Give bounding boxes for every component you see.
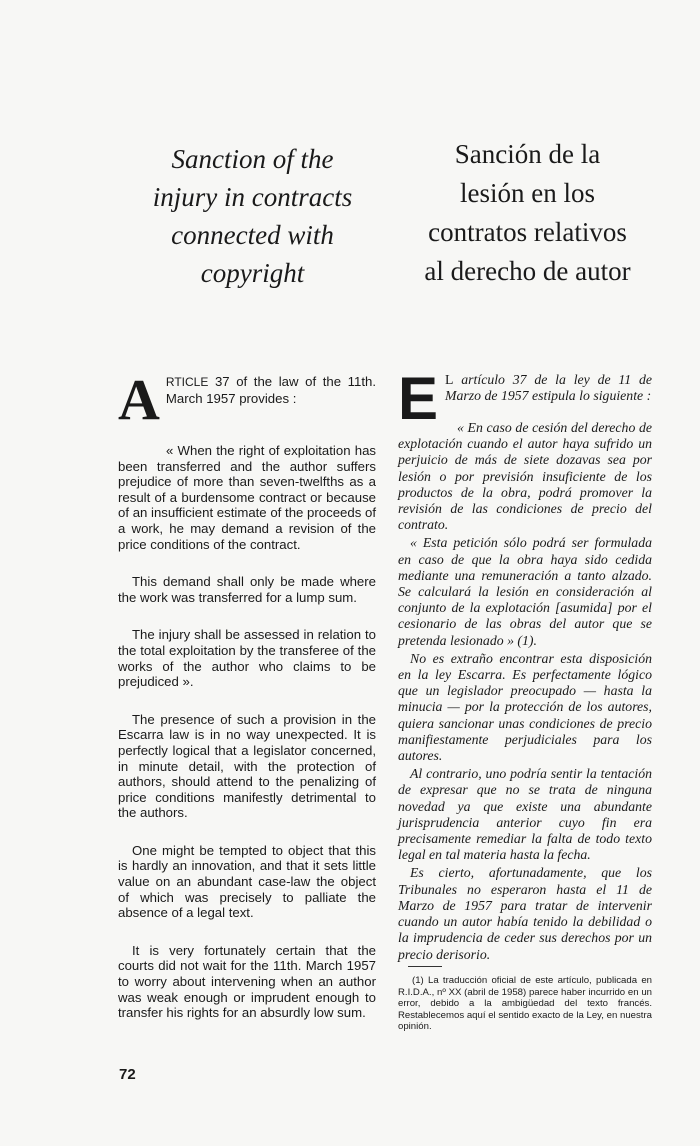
spanish-lead-text: artículo 37 de la ley de 11 de Marzo de 1957 estipula lo siguiente :: [445, 372, 652, 404]
spanish-paragraph: Al contrario, uno podría sentir la tentación de expresar que no se trata de ninguna novedad ya que existe una abundante jurisprudencia anterior cuyo fin era precisamente remediar la falta de todo texto legal en tal materia hasta la fecha.: [398, 766, 652, 863]
english-paragraph: « When the right of exploitation has been transferred and the author suffers prejudice of more than seven-twelfths as a result of a burdensome contract or because of an insufficient estimate of the proceeds of a work, he may demand a revision of the price conditions of the contract.: [118, 443, 376, 552]
spanish-paragraph: No es extraño encontrar esta disposición en la ley Escarra. Es perfectamente lógico que un legislador preocupado — hasta la minucia — por la protección de los autores, quiera sancionar unas condiciones de precio manifiestamente perjudiciales para los autores.: [398, 650, 652, 764]
english-paragraph: It is very fortunately certain that the courts did not wait for the 11th. March 1957 to worry about intervening when an author was weak enough or imprudent enough to transfer his rights for an absurdly low sum.: [118, 942, 376, 1021]
title-english-line: connected with: [171, 220, 334, 250]
spanish-paragraph: Es cierto, afortunadamente, que los Tribunales no esperaron hasta el 11 de Marzo de 1957 para tratar de intervenir cuando un autor había tenido la debilidad o la imprudencia de ceder sus derechos por un precio derisorio.: [398, 865, 652, 962]
title-english-line: injury in contracts: [152, 182, 353, 212]
title-spanish-line: al derecho de autor: [424, 256, 631, 286]
title-spanish-line: contratos relativos: [428, 217, 627, 247]
title-english-line: Sanction of the: [171, 144, 334, 174]
spanish-lead-paragraph: [398, 365, 652, 432]
spanish-lead-smallcaps: L: [445, 372, 454, 387]
english-paragraph: This demand shall only be made where the work was transferred for a lump sum.: [118, 574, 376, 605]
english-lead-text: 37 of the law of the 11th. March 1957 provides :: [165, 374, 376, 406]
english-dropcap: A: [118, 367, 160, 432]
page-number: 72: [119, 1066, 136, 1083]
title-english: [120, 140, 385, 292]
footnote: (1) La traducción oficial de este artículo, publicada en R.I.D.A., nº XX (abril de 1958) parece haber incurrido en un error, debido a la ambigüedad del texto francés. Restablecemos aquí el sentido exacto de la Ley, en nuestra opinión.: [398, 975, 652, 1033]
spanish-column: [398, 365, 652, 963]
spanish-dropcap: E: [398, 365, 439, 432]
english-paragraph: The injury shall be assessed in relation to the total exploitation by the transferee of the works of the author who claims to be prejudiced ».: [118, 627, 376, 690]
title-spanish-line: lesión en los: [460, 178, 595, 208]
spanish-paragraph: « En caso de cesión del derecho de explotación cuando el autor haya sufrido un perjuicio de más de siete dozavas sea por lesión o por previsión insuficiente de los productos de la obra, podrá promover la revisión de las condiciones de precio del contrato.: [398, 420, 652, 533]
english-paragraph: The presence of such a provision in the Escarra law is in no way unexpected. It is perfectly logical that a legislator concerned, in minute detail, with the protection of authors, should attend to the penalizing of price conditions manifestly detrimental to the authors.: [118, 711, 376, 821]
english-column: [118, 367, 376, 1021]
title-spanish: [395, 135, 660, 291]
spanish-paragraph: « Esta petición sólo podrá ser formulada en caso de que la obra haya sido cedida mediante una remuneración a tanto alzado. Se calculará la lesión en consideración al conjunto de la explotación [asumida] por el cesionario de las obras del autor que se pretenda lesionado » (1).: [398, 535, 652, 648]
title-spanish-line: Sanción de la: [454, 139, 601, 169]
footnote-divider: [408, 966, 442, 967]
title-english-line: copyright: [200, 258, 305, 288]
english-lead-smallcaps: RTICLE: [165, 375, 209, 389]
english-lead-paragraph: [118, 367, 376, 432]
english-paragraph: One might be tempted to object that this is hardly an innovation, and that it sets little value on an abundant case-law the object of which was precisely to palliate the absence of a legal text.: [118, 842, 376, 921]
